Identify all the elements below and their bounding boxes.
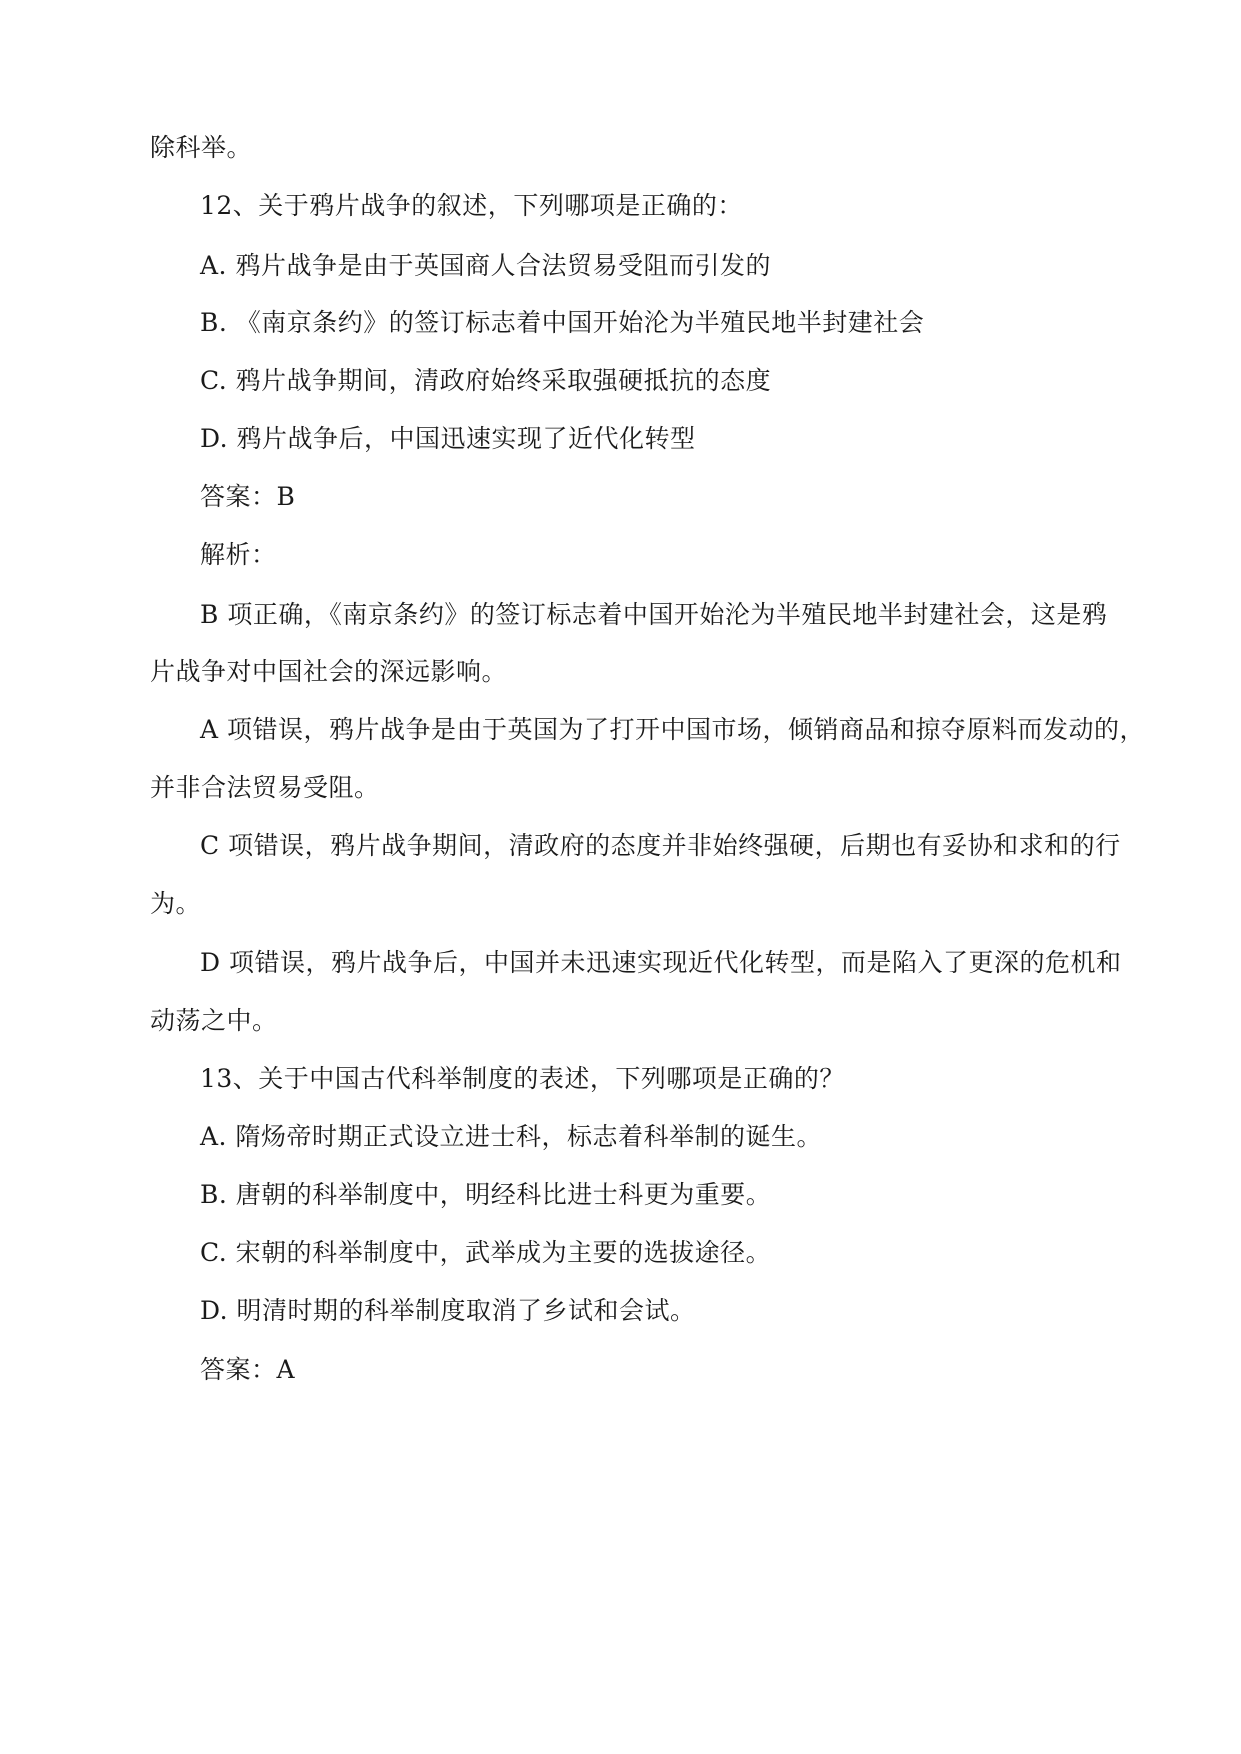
question-12-stem: 12、关于鸦片战争的叙述，下列哪项是正确的：	[200, 191, 743, 220]
question-12-option-c: C. 鸦片战争期间，清政府始终采取强硬抵抗的态度	[200, 366, 772, 395]
question-12-option-b: B. 《南京条约》的签订标志着中国开始沦为半殖民地半封建社会	[200, 308, 925, 337]
question-13-answer: 答案：A	[200, 1355, 296, 1384]
question-12-option-a: A. 鸦片战争是由于英国商人合法贸易受阻而引发的	[200, 251, 771, 280]
question-12-answer: 答案：B	[200, 482, 296, 511]
analysis-paragraph-a-line-1: A 项错误，鸦片战争是由于英国为了打开中国市场，倾销商品和掠夺原料而发动的，	[200, 715, 1146, 744]
analysis-paragraph-b-line-2: 片战争对中国社会的深远影响。	[150, 657, 508, 686]
analysis-paragraph-c-line-1: C 项错误，鸦片战争期间，清政府的态度并非始终强硬，后期也有妥协和求和的行	[200, 831, 1121, 860]
question-13-option-d: D. 明清时期的科举制度取消了乡试和会试。	[200, 1296, 696, 1325]
text-line-continuation: 除科举。	[150, 133, 253, 162]
question-13-option-a: A. 隋炀帝时期正式设立进士科，标志着科举制的诞生。	[200, 1122, 822, 1151]
analysis-paragraph-d-line-1: D 项错误，鸦片战争后，中国并未迅速实现近代化转型，而是陷入了更深的危机和	[200, 948, 1122, 977]
analysis-paragraph-a-line-2: 并非合法贸易受阻。	[150, 773, 380, 802]
question-12-option-d: D. 鸦片战争后，中国迅速实现了近代化转型	[200, 424, 696, 453]
analysis-paragraph-d-line-2: 动荡之中。	[150, 1006, 278, 1035]
analysis-paragraph-b-line-1: B 项正确，《南京条约》的签订标志着中国开始沦为半殖民地半封建社会，这是鸦	[200, 600, 1108, 629]
question-12-analysis-heading: 解析：	[200, 540, 277, 569]
question-13-option-c: C. 宋朝的科举制度中，武举成为主要的选拔途径。	[200, 1238, 772, 1267]
question-13-stem: 13、关于中国古代科举制度的表述，下列哪项是正确的？	[200, 1064, 845, 1093]
analysis-paragraph-c-line-2: 为。	[150, 889, 202, 918]
question-13-option-b: B. 唐朝的科举制度中，明经科比进士科更为重要。	[200, 1180, 772, 1209]
